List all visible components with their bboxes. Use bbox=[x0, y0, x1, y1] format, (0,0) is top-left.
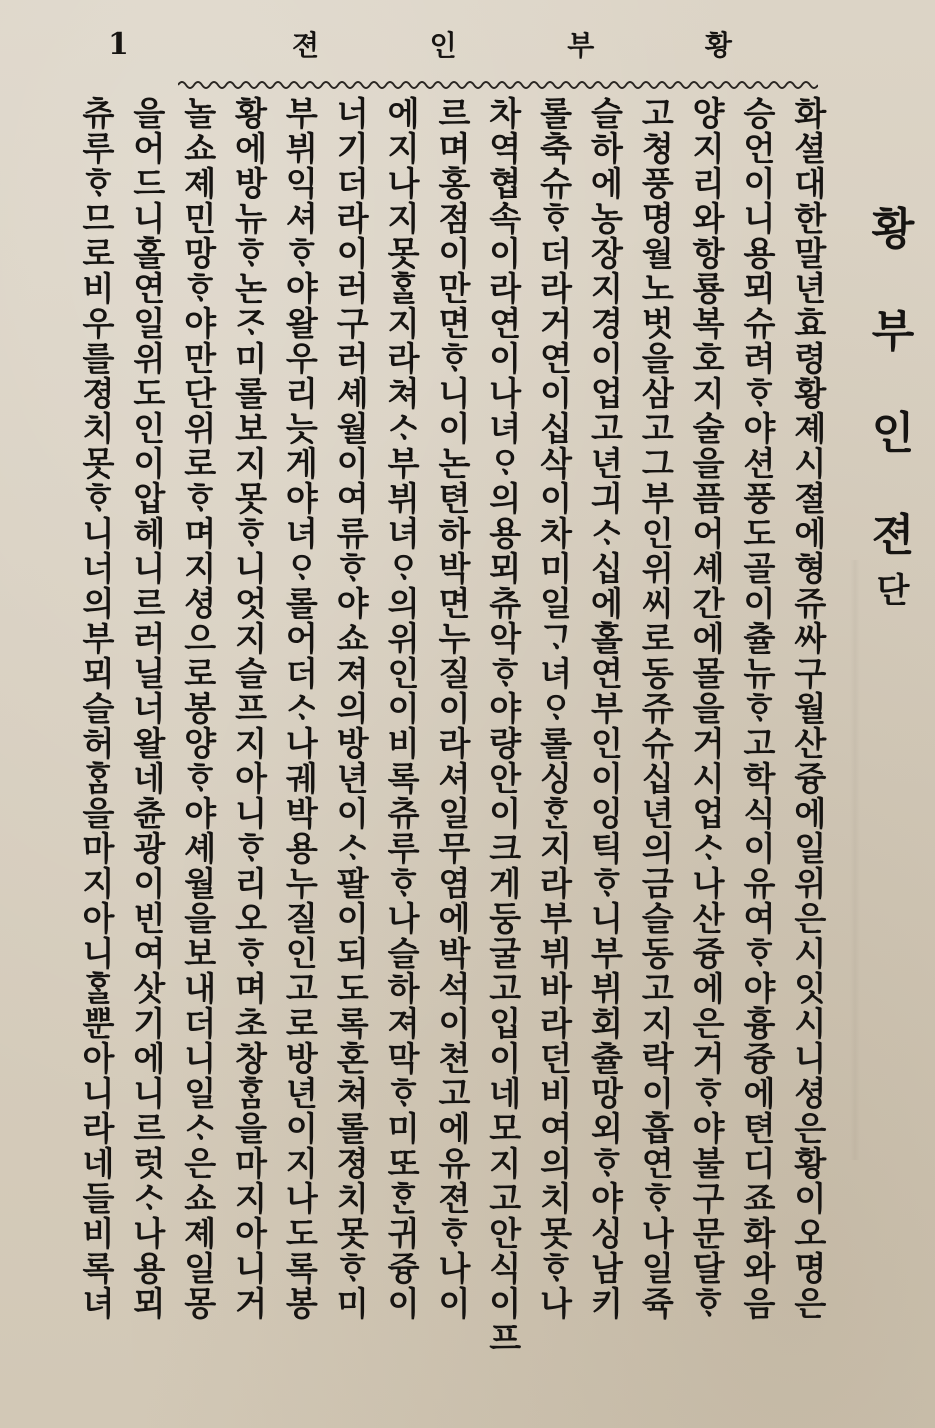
text-column: 슬하에농장지경이업고년긔ᄉᆞ십에홀연부인이잉틱ᄒᆞ니부뷔회츌망외ᄒᆞ야싱남키 bbox=[585, 96, 625, 1321]
text-column: 양지리와항룡복호지술을픔어셰간에몰을거시업ᄉᆞ나산즁에은거ᄒᆞ야불구문달ᄒᆞ bbox=[687, 96, 727, 1321]
text-column: 화셜대한말년효령황졔시졀에형쥬싸구월산즁에일위은시잇시니셩은황이오명은 bbox=[788, 96, 828, 1321]
text-column: 차역협속이라연이나녀ᄋᆞ의용뫼츄악ᄒᆞ야량안이크게둥굴고입이네모지고안식이프 bbox=[483, 96, 523, 1356]
text-column: 롤축슈ᄒᆞ더라거연이십삭이차미일ᄀᆞ녀ᄋᆞ롤싱ᄒᆞᆫ지라부뷔바라던비여의치못ᄒᆞ나 bbox=[534, 96, 574, 1321]
text-column: 너기더라이러구러셰월이여류ᄒᆞ야쇼져의방년이ᄉᆞ팔이되도록혼쳐롤졍치못ᄒᆞ미 bbox=[331, 96, 371, 1321]
text-column: 황에방뉴ᄒᆞ논ᄌᆞ미롤보지못ᄒᆞ니엇지슬프지아니ᄒᆞ리오ᄒᆞ며초창ᄒᆞᆷ을마지아니거 bbox=[229, 96, 269, 1321]
running-title-char: 인 bbox=[429, 29, 457, 62]
text-column: 부뷔익셔ᄒᆞ야왈우리늣게야녀ᄋᆞ롤어더ᄉᆞ나궤박용누질인고로방년이지나도록봉 bbox=[280, 96, 320, 1321]
running-title bbox=[292, 29, 732, 62]
chapter-title-char: 단 bbox=[876, 571, 910, 611]
chapter-title-char: 황 bbox=[871, 204, 915, 255]
text-column: 놀쇼졔민망ᄒᆞ야만단위로ᄒᆞ며지셩으로봉양ᄒᆞ야셰월을보내더니일ᄉᆞ은쇼졔일몽 bbox=[178, 96, 218, 1321]
text-column: 르며홍점이만면ᄒᆞ니이논텬하박면누질이라셔일무염에박석이쳔고에유젼ᄒᆞ나이 bbox=[432, 96, 472, 1321]
header-wavy-rule bbox=[178, 78, 818, 92]
running-title-char: 젼 bbox=[292, 29, 320, 62]
text-column: 츄루ᄒᆞ므로비우를졍치못ᄒᆞ니너의부뫼슬허ᄒᆞᆷ을마지아니ᄒᆞᆯ뿐아니라네들비록녀 bbox=[77, 96, 116, 1321]
text-column: 에지나지못ᄒᆞᆯ지라쳐ᄉᆞ부뷔녀ᄋᆞ의위인이비록츄루ᄒᆞ나슬하져막ᄒᆞ미또ᄒᆞᆫ귀즁이 bbox=[382, 96, 422, 1321]
text-column: 을어드니홀연일위도인이압헤니르러닐너왈네츈광이빈여삿기에니르럿ᄉᆞ나용뫼 bbox=[127, 96, 167, 1321]
bleed-through-shadow bbox=[850, 560, 860, 1160]
chapter-title-char: 부 bbox=[871, 306, 915, 357]
chapter-title-char: 젼 bbox=[871, 510, 915, 561]
text-column: 고쳥풍명월노벗을삼고그부인위씨로동쥬슈십년의금슬동고지락이흡연ᄒᆞ나일쥭 bbox=[636, 96, 676, 1321]
chapter-title-char: 인 bbox=[871, 408, 915, 459]
body-text bbox=[74, 96, 830, 1404]
running-title-char: 부 bbox=[567, 29, 595, 62]
running-title-char: 황 bbox=[704, 29, 732, 62]
chapter-title bbox=[868, 204, 918, 611]
text-column: 승언이니용뫼슈려ᄒᆞ야션풍도골이츌뉴ᄒᆞ고학식이유여ᄒᆞ야흉즁에텬디죠화와음 bbox=[737, 96, 777, 1321]
page-number: 1 bbox=[108, 27, 129, 62]
